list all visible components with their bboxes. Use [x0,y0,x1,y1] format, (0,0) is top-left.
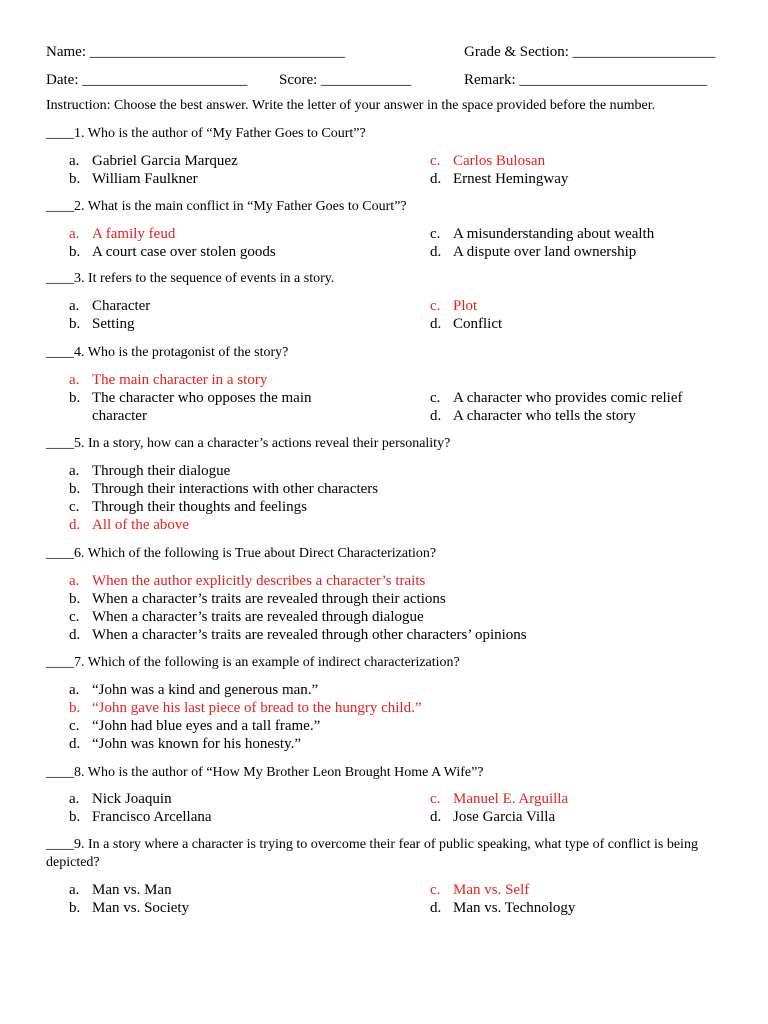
instruction-text: Instruction: Choose the best answer. Write the letter of your answer in the space provided before the number. [46,98,656,113]
option-letter: b. [69,171,81,187]
option-letter: d. [430,408,442,424]
option-letter: c. [69,609,80,625]
option-letter: c. [430,226,441,242]
date-field[interactable]: Date: ______________________ [46,72,248,88]
option-letter: d. [430,316,442,332]
option-text: Manuel E. Arguilla [453,791,569,807]
option-letter: c. [430,791,441,807]
option-letter: b. [69,700,81,716]
option-text: A court case over stolen goods [92,244,276,260]
option-text: Gabriel Garcia Marquez [92,153,238,169]
question-7: ____7. Which of the following is an example of indirect characterization? [46,655,460,670]
option-text: “John was a kind and generous man.” [92,682,319,698]
option-text: The main character in a story [92,372,268,388]
option-text: Character [92,298,151,314]
option-text: “John had blue eyes and a tall frame.” [92,718,321,734]
option-text: When a character’s traits are revealed through other characters’ opinions [92,627,527,643]
option-letter: c. [430,298,441,314]
option-letter: a. [69,463,80,479]
grade-section-field[interactable]: Grade & Section: ___________________ [464,44,716,60]
option-letter: b. [69,591,81,607]
option-text: When the author explicitly describes a character’s traits [92,573,426,589]
option-text: Jose Garcia Villa [453,809,556,825]
question-3: ____3. It refers to the sequence of events in a story. [46,271,335,286]
option-text: Through their dialogue [92,463,231,479]
option-text: William Faulkner [92,171,198,187]
option-letter: c. [69,499,80,515]
option-letter: b. [69,900,81,916]
option-text: Setting [92,316,135,332]
option-letter: c. [430,390,441,406]
option-text: Man vs. Society [92,900,190,916]
question-8: ____8. Who is the author of “How My Brother Leon Brought Home A Wife”? [46,765,484,780]
option-letter: d. [69,736,81,752]
option-letter: a. [69,226,80,242]
option-text: Man vs. Man [92,882,172,898]
option-text: A character who provides comic relief [453,390,683,406]
option-letter: b. [69,316,81,332]
question-6: ____6. Which of the following is True about Direct Characterization? [46,546,437,561]
option-text: Nick Joaquin [92,791,172,807]
option-text: Conflict [453,316,503,332]
option-text: Man vs. Technology [453,900,576,916]
option-letter: c. [69,718,80,734]
option-letter: a. [69,372,80,388]
option-text: A family feud [92,226,176,242]
option-text: All of the above [92,517,190,533]
option-text: Through their thoughts and feelings [92,499,307,515]
score-field[interactable]: Score: ____________ [279,72,412,88]
remark-field[interactable]: Remark: _________________________ [464,72,707,88]
option-letter: c. [430,153,441,169]
question-1: ____1. Who is the author of “My Father Goes to Court”? [46,126,366,141]
option-letter: b. [69,244,81,260]
option-letter: d. [430,809,442,825]
option-text: Carlos Bulosan [453,153,546,169]
option-text: A character who tells the story [453,408,636,424]
option-text: Through their interactions with other characters [92,481,379,497]
option-letter: b. [69,390,81,406]
option-text: “John gave his last piece of bread to the hungry child.” [92,700,422,716]
name-field[interactable]: Name: __________________________________ [46,44,345,60]
option-letter: d. [69,627,81,643]
option-text: Plot [453,298,478,314]
question-2: ____2. What is the main conflict in “My Father Goes to Court”? [46,199,407,214]
question-9: ____9. In a story where a character is trying to overcome their fear of public speaking, what type of conflict is being depicted? [46,837,698,870]
option-letter: c. [430,882,441,898]
option-text: Ernest Hemingway [453,171,569,187]
option-text: Man vs. Self [453,882,530,898]
option-letter: a. [69,791,80,807]
option-letter: a. [69,682,80,698]
option-letter: a. [69,573,80,589]
option-text: A dispute over land ownership [453,244,637,260]
option-letter: a. [69,882,80,898]
option-letter: a. [69,153,80,169]
option-letter: a. [69,298,80,314]
option-text: When a character’s traits are revealed through dialogue [92,609,424,625]
option-text: “John was known for his honesty.” [92,736,301,752]
option-letter: d. [430,171,442,187]
option-text: Francisco Arcellana [92,809,212,825]
question-4: ____4. Who is the protagonist of the story? [46,345,289,360]
option-letter: d. [430,244,442,260]
option-letter: b. [69,481,81,497]
option-letter: d. [69,517,81,533]
option-letter: b. [69,809,81,825]
option-text: A misunderstanding about wealth [453,226,655,242]
option-letter: d. [430,900,442,916]
option-text: When a character’s traits are revealed through their actions [92,591,446,607]
option-text: The character who opposes the main character [92,390,312,424]
question-5: ____5. In a story, how can a character’s actions reveal their personality? [46,436,451,451]
